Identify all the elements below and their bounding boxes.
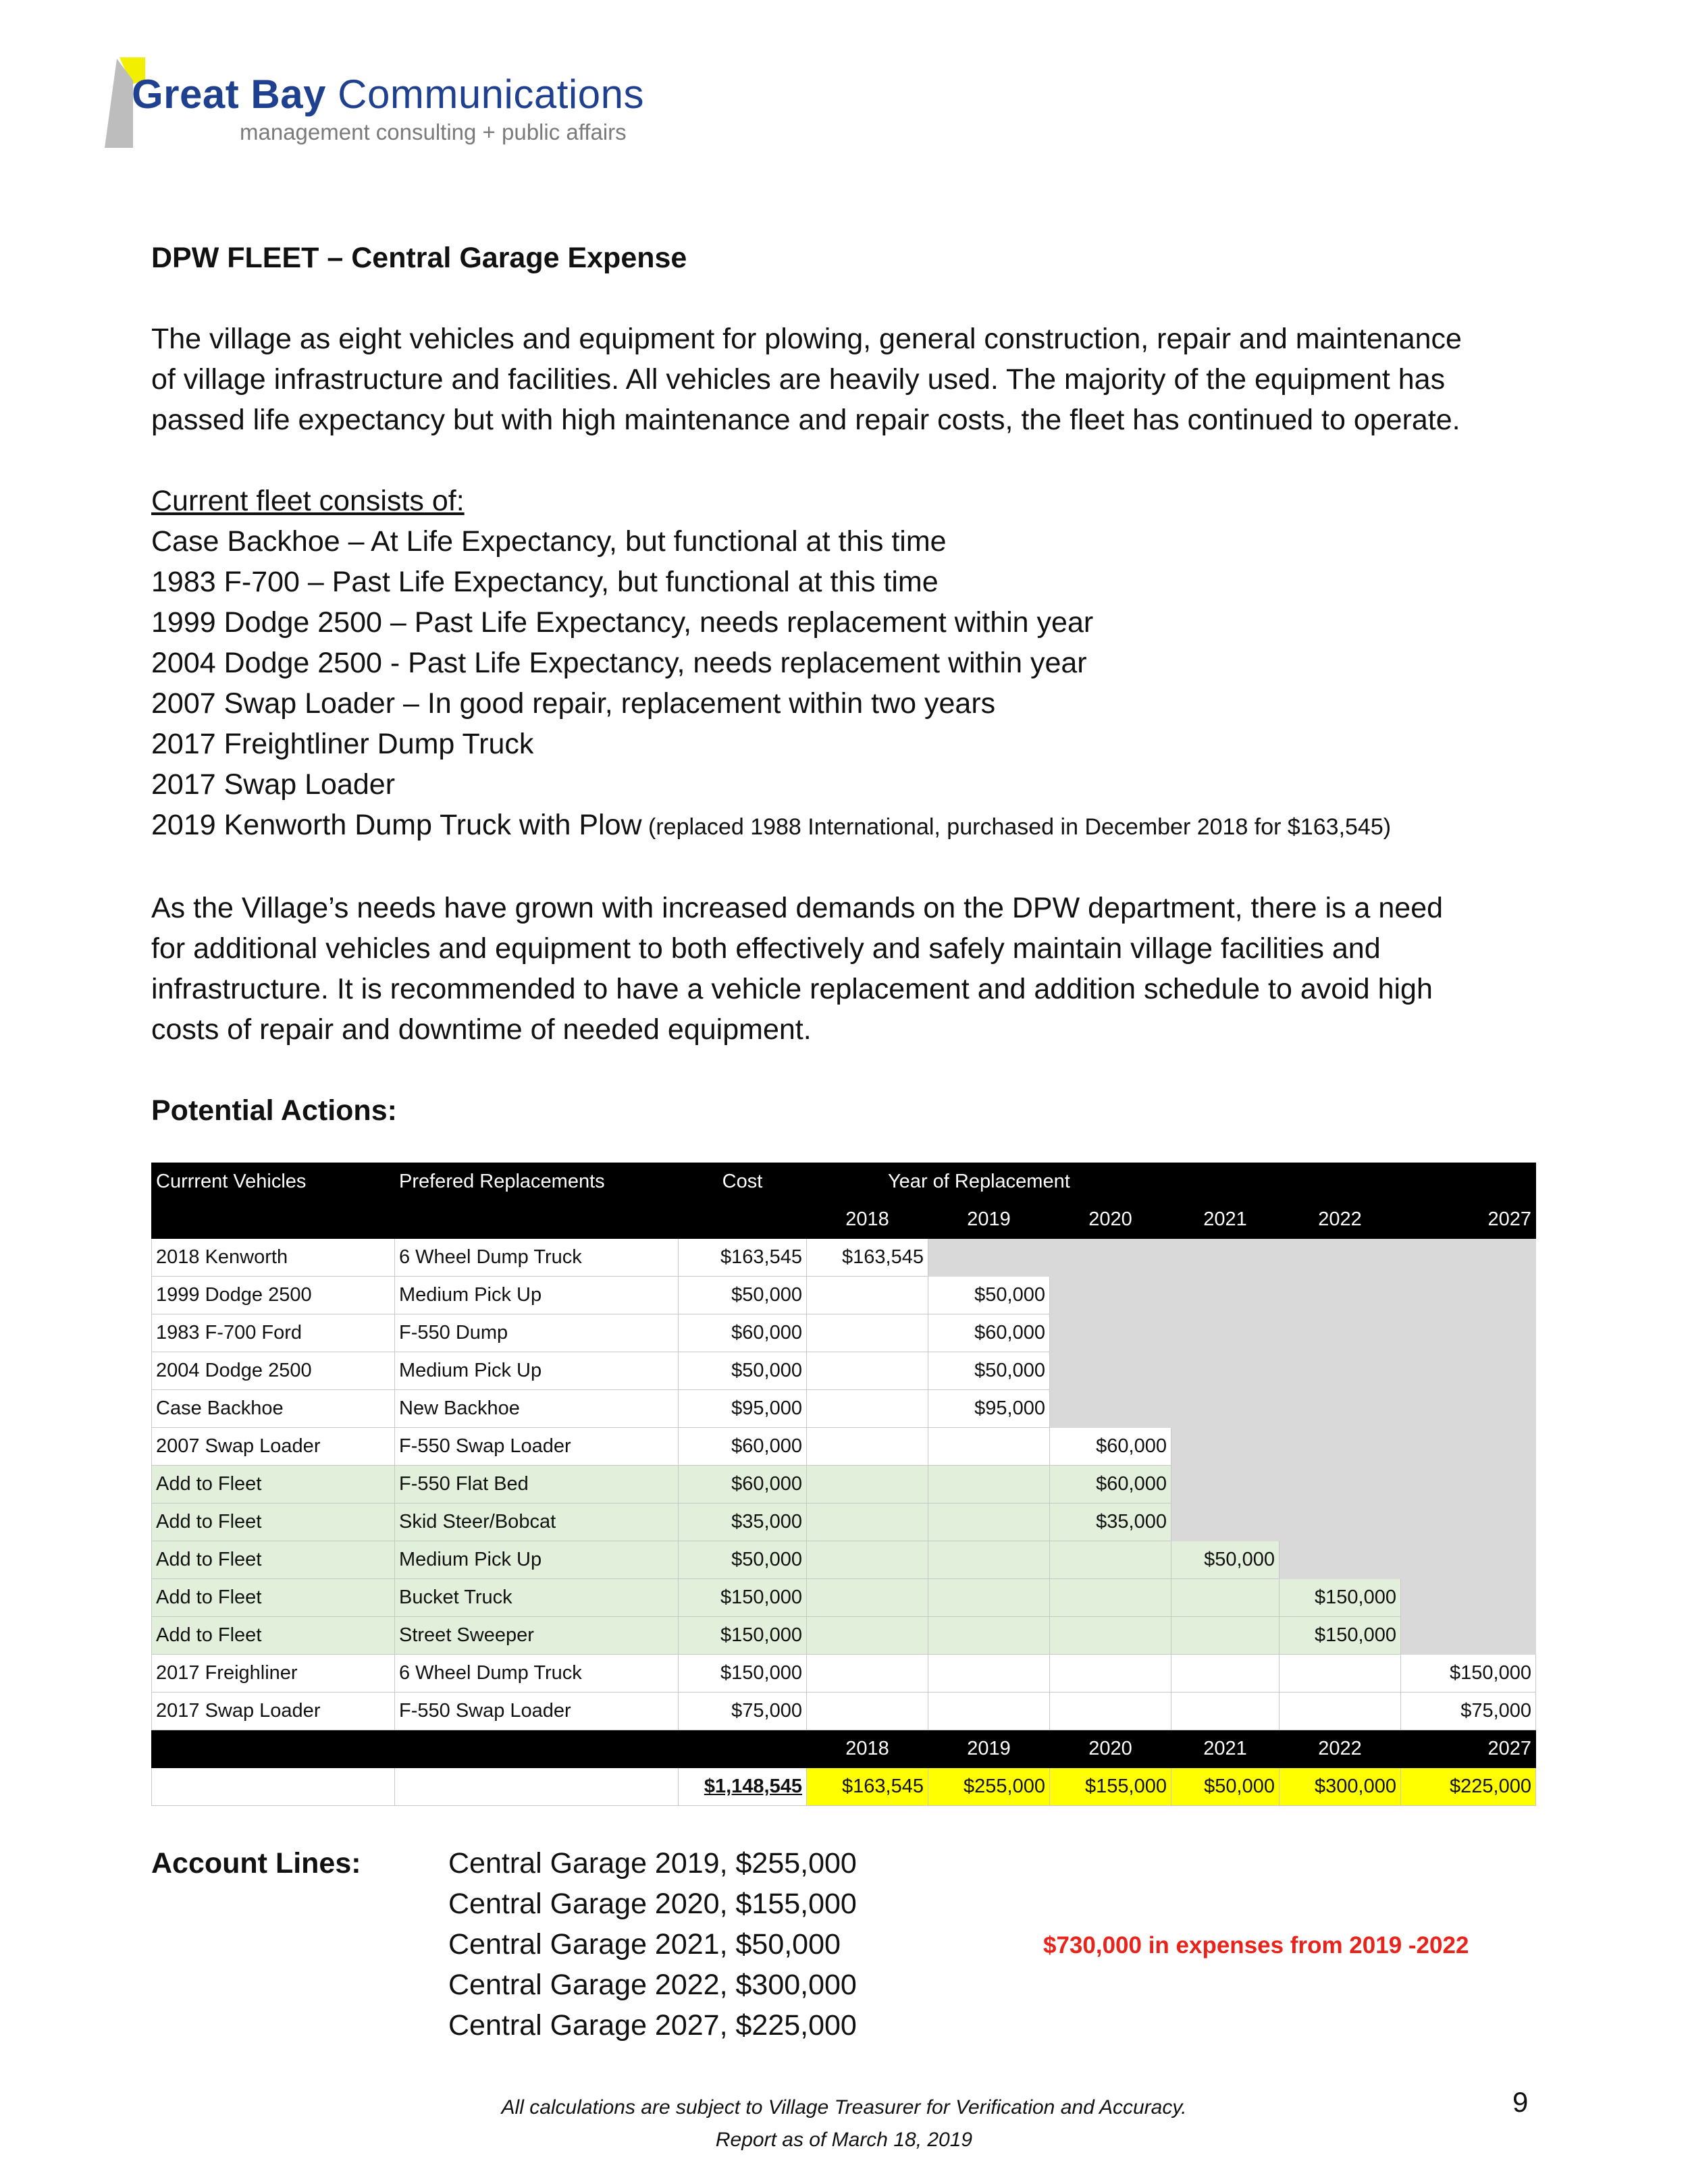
fleet-item: 2004 Dodge 2500 - Past Life Expectancy, needs replacement within year bbox=[151, 647, 1087, 679]
table-cell: $50,000 bbox=[679, 1541, 807, 1579]
table-cell: Medium Pick Up bbox=[395, 1541, 679, 1579]
table-cell bbox=[1171, 1390, 1280, 1428]
fleet-item: 1999 Dodge 2500 – Past Life Expectancy, needs replacement within year bbox=[151, 606, 1094, 639]
expense-summary-note: $730,000 in expenses from 2019 -2022 bbox=[1043, 1932, 1469, 1959]
table-cell bbox=[152, 1768, 395, 1806]
table-cell bbox=[1401, 1390, 1536, 1428]
table-cell: $50,000 bbox=[679, 1277, 807, 1314]
table-cell: Street Sweeper bbox=[395, 1617, 679, 1655]
account-line: Central Garage 2021, $50,000 bbox=[448, 1928, 841, 1961]
table-cell bbox=[1050, 1352, 1171, 1390]
table-cell: Add to Fleet bbox=[152, 1541, 395, 1579]
table-cell: Add to Fleet bbox=[152, 1503, 395, 1541]
fleet-item: 2017 Freightliner Dump Truck bbox=[151, 728, 534, 760]
page-number: 9 bbox=[1512, 2086, 1529, 2118]
table-cell: $163,545 bbox=[807, 1239, 928, 1277]
table-cell bbox=[1280, 1352, 1401, 1390]
table-cell: F-550 Swap Loader bbox=[395, 1693, 679, 1730]
table-cell bbox=[1050, 1693, 1171, 1730]
table-cell bbox=[1280, 1428, 1401, 1466]
table-cell bbox=[395, 1768, 679, 1806]
table-row bbox=[152, 1314, 1536, 1352]
account-line: Central Garage 2022, $300,000 bbox=[448, 1969, 857, 2001]
table-cell: $60,000 bbox=[679, 1428, 807, 1466]
table-cell bbox=[1171, 1466, 1280, 1503]
table-cell: $60,000 bbox=[928, 1314, 1050, 1352]
section-heading: DPW FLEET – Central Garage Expense bbox=[151, 242, 687, 274]
table-cell: $75,000 bbox=[1401, 1693, 1536, 1730]
table-cell: 1999 Dodge 2500 bbox=[152, 1277, 395, 1314]
table-cell bbox=[807, 1541, 928, 1579]
table-cell bbox=[1050, 1655, 1171, 1693]
needs-line: As the Village’s needs have grown with increased demands on the DPW department, there is a need bbox=[151, 892, 1444, 924]
table-cell: $95,000 bbox=[928, 1390, 1050, 1428]
table-cell bbox=[1401, 1277, 1536, 1314]
total-cost: $1,148,545 bbox=[679, 1768, 807, 1806]
table-cell: $150,000 bbox=[679, 1655, 807, 1693]
table-cell: $50,000 bbox=[928, 1277, 1050, 1314]
table-cell: $163,545 bbox=[679, 1239, 807, 1277]
table-cell bbox=[1280, 1239, 1401, 1277]
potential-actions-heading: Potential Actions: bbox=[151, 1094, 397, 1127]
table-cell bbox=[1280, 1314, 1401, 1352]
table-cell bbox=[1171, 1655, 1280, 1693]
year-header: 2020 bbox=[1050, 1201, 1171, 1239]
footer-disclaimer: All calculations are subject to Village Treasurer for Verification and Accuracy. bbox=[501, 2096, 1187, 2119]
year-header: 2018 bbox=[807, 1201, 928, 1239]
table-cell bbox=[1050, 1390, 1171, 1428]
needs-line: for additional vehicles and equipment to both effectively and safely maintain village facilities and bbox=[151, 932, 1381, 965]
table-cell: $60,000 bbox=[1050, 1428, 1171, 1466]
table-cell: 2021 bbox=[1171, 1730, 1280, 1768]
table-cell: $150,000 bbox=[1280, 1617, 1401, 1655]
table-cell: $150,000 bbox=[679, 1617, 807, 1655]
table-cell bbox=[1401, 1579, 1536, 1617]
table-cell bbox=[1280, 1503, 1401, 1541]
table-cell: $60,000 bbox=[679, 1466, 807, 1503]
table-cell: F-550 Flat Bed bbox=[395, 1466, 679, 1503]
table-cell: F-550 Swap Loader bbox=[395, 1428, 679, 1466]
header-year-of-replacement: Year of Replacement bbox=[807, 1163, 1536, 1201]
table-cell bbox=[152, 1201, 395, 1239]
table-cell bbox=[679, 1201, 807, 1239]
year-header: 2027 bbox=[1401, 1201, 1536, 1239]
table-row bbox=[152, 1503, 1536, 1541]
table-cell: $75,000 bbox=[679, 1693, 807, 1730]
table-row bbox=[152, 1390, 1536, 1428]
account-line: Central Garage 2020, $155,000 bbox=[448, 1888, 857, 1920]
table-cell bbox=[928, 1617, 1050, 1655]
account-line: Central Garage 2019, $255,000 bbox=[448, 1847, 857, 1880]
fleet-item: 2017 Swap Loader bbox=[151, 768, 396, 801]
table-cell bbox=[1401, 1239, 1536, 1277]
table-cell bbox=[1171, 1277, 1280, 1314]
table-cell bbox=[395, 1201, 679, 1239]
header-current-vehicles: Currrent Vehicles bbox=[152, 1163, 395, 1201]
table-cell: $150,000 bbox=[1401, 1655, 1536, 1693]
table-cell: 2004 Dodge 2500 bbox=[152, 1352, 395, 1390]
table-cell: $35,000 bbox=[1050, 1503, 1171, 1541]
year-header: 2021 bbox=[1171, 1201, 1280, 1239]
table-cell: $35,000 bbox=[679, 1503, 807, 1541]
table-cell: 2007 Swap Loader bbox=[152, 1428, 395, 1466]
table-cell: $60,000 bbox=[679, 1314, 807, 1352]
table-cell bbox=[1280, 1693, 1401, 1730]
table-cell bbox=[928, 1579, 1050, 1617]
table-cell bbox=[1280, 1277, 1401, 1314]
table-cell: 2018 bbox=[807, 1730, 928, 1768]
table-cell bbox=[1401, 1428, 1536, 1466]
table-cell bbox=[152, 1730, 395, 1768]
year-total: $155,000 bbox=[1050, 1768, 1171, 1806]
table-cell bbox=[807, 1352, 928, 1390]
logo-tagline: management consulting + public affairs bbox=[240, 119, 627, 144]
table-cell: 2018 Kenworth bbox=[152, 1239, 395, 1277]
table-cell bbox=[807, 1390, 928, 1428]
table-cell bbox=[1280, 1466, 1401, 1503]
fleet-item: Case Backhoe – At Life Expectancy, but functional at this time bbox=[151, 525, 947, 558]
table-cell bbox=[1050, 1277, 1171, 1314]
table-cell bbox=[395, 1730, 679, 1768]
table-cell: Add to Fleet bbox=[152, 1466, 395, 1503]
table-row bbox=[152, 1239, 1536, 1277]
year-total: $225,000 bbox=[1401, 1768, 1536, 1806]
table-cell bbox=[1050, 1579, 1171, 1617]
table-row bbox=[152, 1466, 1536, 1503]
table-header-row bbox=[152, 1163, 1536, 1201]
table-cell: 1983 F-700 Ford bbox=[152, 1314, 395, 1352]
table-cell bbox=[1050, 1541, 1171, 1579]
year-total: $163,545 bbox=[807, 1768, 928, 1806]
table-cell bbox=[1280, 1390, 1401, 1428]
fleet-item-note: (replaced 1988 International, purchased in December 2018 for $163,545) bbox=[641, 814, 1392, 840]
year-total: $50,000 bbox=[1171, 1768, 1280, 1806]
table-cell: Medium Pick Up bbox=[395, 1277, 679, 1314]
replacement-schedule-table bbox=[151, 1163, 1535, 1806]
table-cell: 2019 bbox=[928, 1730, 1050, 1768]
table-cell bbox=[928, 1466, 1050, 1503]
table-cell bbox=[1171, 1428, 1280, 1466]
table-cell bbox=[807, 1466, 928, 1503]
table-cell bbox=[1401, 1503, 1536, 1541]
table-row bbox=[152, 1579, 1536, 1617]
table-cell bbox=[807, 1617, 928, 1655]
fleet-item-last: 2019 Kenworth Dump Truck with Plow (replaced 1988 International, purchased in December 2018 for $163,545) bbox=[151, 809, 1392, 841]
table-cell: $50,000 bbox=[928, 1352, 1050, 1390]
intro-line: passed life expectancy but with high maintenance and repair costs, the fleet has continued to operate. bbox=[151, 404, 1460, 436]
table-cell: $150,000 bbox=[679, 1579, 807, 1617]
table-cell: Add to Fleet bbox=[152, 1617, 395, 1655]
fleet-item: 2007 Swap Loader – In good repair, replacement within two years bbox=[151, 687, 996, 720]
table-cell bbox=[1280, 1655, 1401, 1693]
table-cell bbox=[807, 1693, 928, 1730]
year-header: 2019 bbox=[928, 1201, 1050, 1239]
table-cell: Case Backhoe bbox=[152, 1390, 395, 1428]
table-row bbox=[152, 1352, 1536, 1390]
fleet-item: 1983 F-700 – Past Life Expectancy, but functional at this time bbox=[151, 566, 939, 598]
table-cell bbox=[928, 1428, 1050, 1466]
table-cell bbox=[1171, 1693, 1280, 1730]
table-cell bbox=[1401, 1352, 1536, 1390]
table-row bbox=[152, 1617, 1536, 1655]
table-cell: 2020 bbox=[1050, 1730, 1171, 1768]
table-cell bbox=[1171, 1314, 1280, 1352]
table-cell: Bucket Truck bbox=[395, 1579, 679, 1617]
intro-line: of village infrastructure and facilities. All vehicles are heavily used. The majority of the equipment has bbox=[151, 363, 1446, 396]
table-cell bbox=[1171, 1617, 1280, 1655]
table-cell: Medium Pick Up bbox=[395, 1352, 679, 1390]
intro-line: The village as eight vehicles and equipment for plowing, general construction, repair and maintenance bbox=[151, 323, 1462, 355]
table-cell bbox=[807, 1579, 928, 1617]
table-cell bbox=[1401, 1617, 1536, 1655]
table-cell: New Backhoe bbox=[395, 1390, 679, 1428]
account-lines-label: Account Lines: bbox=[151, 1847, 361, 1880]
needs-line: infrastructure. It is recommended to have a vehicle replacement and addition schedule to avoid high bbox=[151, 973, 1433, 1005]
table-cell: 2017 Freighliner bbox=[152, 1655, 395, 1693]
header-preferred-replacements: Prefered Replacements bbox=[395, 1163, 679, 1201]
table-row bbox=[152, 1655, 1536, 1693]
table-cell bbox=[807, 1503, 928, 1541]
table-cell bbox=[1050, 1239, 1171, 1277]
table-cell: 6 Wheel Dump Truck bbox=[395, 1655, 679, 1693]
page-footer bbox=[0, 2092, 1688, 2156]
company-logo bbox=[105, 57, 712, 152]
table-cell: 6 Wheel Dump Truck bbox=[395, 1239, 679, 1277]
table-cell bbox=[807, 1314, 928, 1352]
table-cell: F-550 Dump bbox=[395, 1314, 679, 1352]
table-row bbox=[152, 1541, 1536, 1579]
table-cell: Add to Fleet bbox=[152, 1579, 395, 1617]
table-cell: $50,000 bbox=[1171, 1541, 1280, 1579]
table-cell bbox=[928, 1503, 1050, 1541]
table-cell: $60,000 bbox=[1050, 1466, 1171, 1503]
table-cell: $95,000 bbox=[679, 1390, 807, 1428]
table-cell bbox=[928, 1693, 1050, 1730]
table-cell bbox=[928, 1655, 1050, 1693]
needs-line: costs of repair and downtime of needed equipment. bbox=[151, 1013, 812, 1046]
table-cell: 2027 bbox=[1401, 1730, 1536, 1768]
table-row bbox=[152, 1693, 1536, 1730]
table-cell: $50,000 bbox=[679, 1352, 807, 1390]
table-cell: 2017 Swap Loader bbox=[152, 1693, 395, 1730]
table-cell bbox=[1171, 1239, 1280, 1277]
table-row bbox=[152, 1277, 1536, 1314]
table-cell bbox=[679, 1730, 807, 1768]
table-cell bbox=[807, 1277, 928, 1314]
table-year-row bbox=[152, 1201, 1536, 1239]
table-cell bbox=[1401, 1541, 1536, 1579]
year-header: 2022 bbox=[1280, 1201, 1401, 1239]
table-cell: Skid Steer/Bobcat bbox=[395, 1503, 679, 1541]
table-cell bbox=[1171, 1503, 1280, 1541]
table-cell bbox=[1171, 1352, 1280, 1390]
table-year-footer-row bbox=[152, 1730, 1536, 1768]
table-cell bbox=[1280, 1541, 1401, 1579]
table-cell bbox=[1050, 1617, 1171, 1655]
logo-name: Great Bay Communications bbox=[132, 72, 644, 117]
table-cell bbox=[928, 1541, 1050, 1579]
account-line: Central Garage 2027, $225,000 bbox=[448, 2009, 857, 2042]
table-cell bbox=[928, 1239, 1050, 1277]
table-cell: $150,000 bbox=[1280, 1579, 1401, 1617]
table-row bbox=[152, 1428, 1536, 1466]
table-cell bbox=[1401, 1466, 1536, 1503]
year-total: $255,000 bbox=[928, 1768, 1050, 1806]
table-cell bbox=[807, 1655, 928, 1693]
table-cell bbox=[1171, 1579, 1280, 1617]
table-totals-row bbox=[152, 1768, 1536, 1806]
table-cell bbox=[807, 1428, 928, 1466]
account-lines-list bbox=[448, 1843, 857, 2046]
table-cell bbox=[1401, 1314, 1536, 1352]
document-body bbox=[151, 238, 1542, 1131]
table-cell: 2022 bbox=[1280, 1730, 1401, 1768]
header-cost: Cost bbox=[679, 1163, 807, 1201]
table-cell bbox=[1050, 1314, 1171, 1352]
footer-report-date: Report as of March 18, 2019 bbox=[715, 2129, 973, 2151]
fleet-title: Current fleet consists of: bbox=[151, 485, 465, 517]
year-total: $300,000 bbox=[1280, 1768, 1401, 1806]
